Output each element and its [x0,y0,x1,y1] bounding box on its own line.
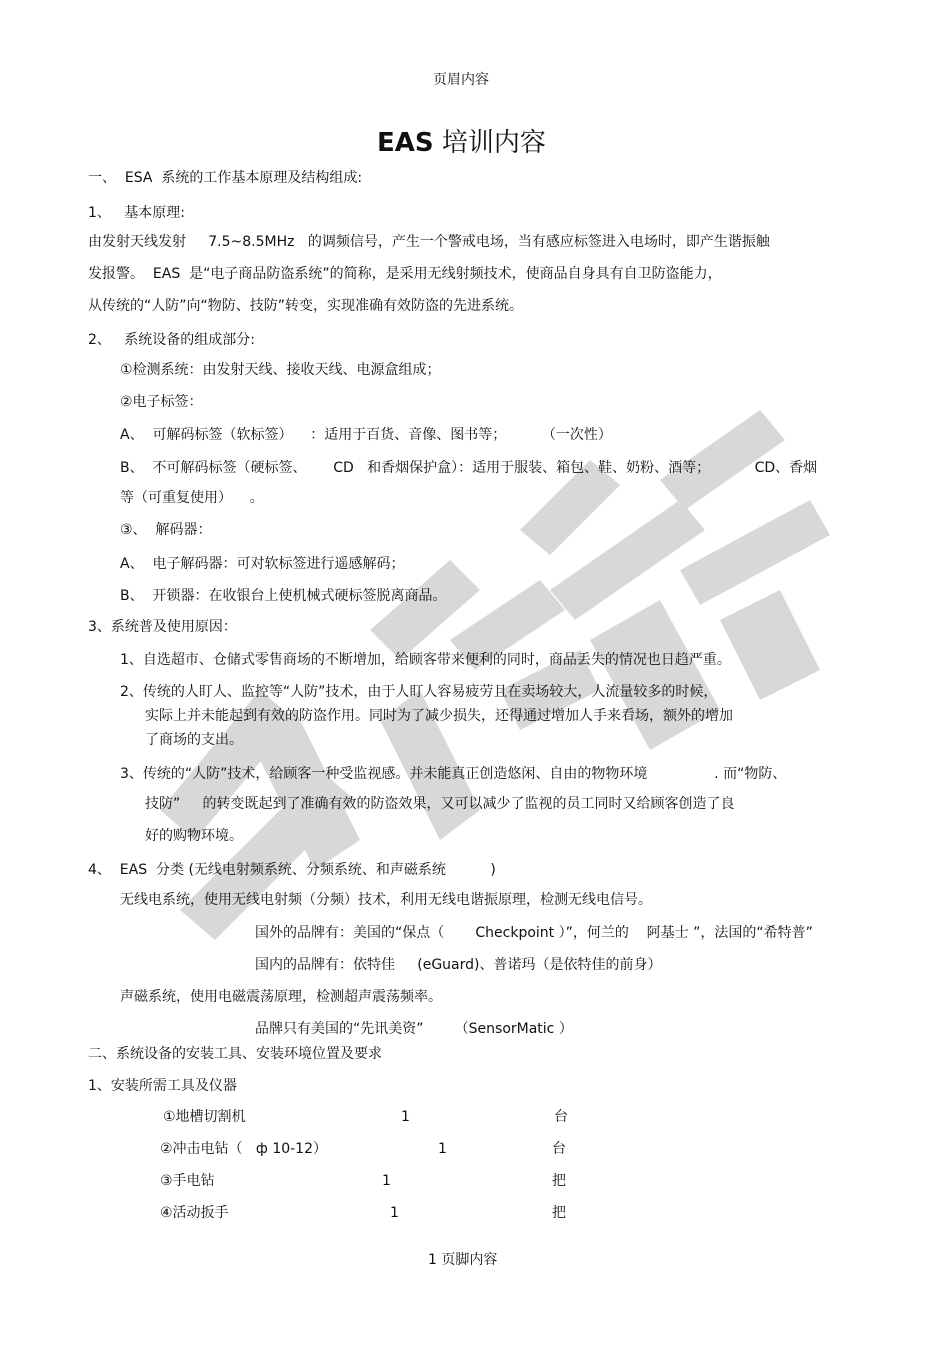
page-footer: 1 页脚内容 [428,1252,498,1268]
tool-qty: 1 [382,1173,391,1189]
page-header: 页眉内容 [433,72,489,88]
principle-heading: 1、 基本原理: [88,205,185,221]
title-bold: EAS [377,128,434,158]
component-item: A、 可解码标签（软标签） ：适用于百货、音像、图书等； （一次性） [120,427,612,443]
classification-item: 无线电系统，使用无线电射频（分频）技术，利用无线电谐振原理，检测无线电信号。 [120,892,652,908]
tool-unit: 把 [552,1173,566,1189]
principle-line: 由发射天线发射 7.5~8.5MHz 的调频信号，产生一个警戒电场，当有感应标签进入电场时，即产生谐振触 [88,234,770,250]
tools-heading: 1、安装所需工具及仪器 [88,1078,237,1094]
principle-line: 从传统的“人防”向“物防、技防”转变，实现准确有效防盗的先进系统。 [88,298,524,314]
tool-name: ②冲击电钻（ ф 10-12） [160,1141,328,1157]
classification-item: 声磁系统，使用电磁震荡原理，检测超声震荡频率。 [120,989,442,1005]
tool-qty: 1 [401,1109,410,1125]
title-rest: 培训内容 [433,128,546,158]
classification-heading: 4、 EAS 分类 (无线电射频系统、分频系统、和声磁系统 ) [88,862,496,878]
component-item: ①检测系统：由发射天线、接收天线、电源盒组成； [120,362,441,378]
classification-item: 国外的品牌有：美国的“保点（ Checkpoint ）”，何兰的 阿基士 ”，法国的“希特普” [255,925,813,941]
classification-item: 国内的品牌有：依特佳 (eGuard)、普诺玛（是依特佳的前身） [255,957,662,973]
component-item: B、 开锁器：在收银台上使机械式硬标签脱离商品。 [120,588,447,604]
component-item: ②电子标签： [120,394,203,410]
tool-unit: 把 [552,1205,566,1221]
tool-qty: 1 [438,1141,447,1157]
reason-item: 2、传统的人盯人、监控等“人防”技术，由于人盯人容易疲劳且在卖场较大，人流量较多的时候， [120,684,718,700]
tool-qty: 1 [390,1205,399,1221]
classification-item: 品牌只有美国的“先讯美资” （SensorMatic ） [255,1021,573,1037]
page-title [377,128,546,159]
components-heading: 2、 系统设备的组成部分: [88,332,255,348]
reason-item: 3、传统的“人防”技术，给顾客一种受监视感。并未能真正创造悠闲、自由的物物环境 . 而“物防、 [120,766,787,782]
component-item: ③、 解码器： [120,522,212,538]
reason-item: 1、自选超市、仓储式零售商场的不断增加，给顾客带来便利的同时，商品丢失的情况也日趋严重。 [120,652,731,668]
tool-name: ①地槽切割机 [163,1109,246,1125]
reason-item: 好的购物环境。 [145,828,243,844]
section1-heading: 一、 ESA 系统的工作基本原理及结构组成: [88,170,363,186]
reason-item: 技防” 的转变既起到了准确有效的防盗效果，又可以减少了监视的员工同时又给顾客创造了良 [145,796,735,812]
reason-item: 了商场的支出。 [145,732,243,748]
section2-heading: 二、系统设备的安装工具、安装环境位置及要求 [88,1046,382,1062]
component-item: B、 不可解码标签（硬标签、 CD 和香烟保护盒）：适用于服装、箱包、鞋、奶粉、酒等； CD、香烟 [120,460,818,476]
reasons-heading: 3、系统普及使用原因： [88,619,237,635]
reason-item: 实际上并未能起到有效的防盗作用。同时为了减少损失，还得通过增加人手来看场，额外的增加 [145,708,733,724]
component-item: A、 电子解码器：可对软标签进行遥感解码； [120,556,405,572]
component-item: 等（可重复使用） 。 [120,490,264,506]
principle-line: 发报警。 EAS 是“电子商品防盗系统”的简称，是采用无线射频技术，使商品自身具有自卫防盗能力， [88,266,722,282]
tool-unit: 台 [552,1141,566,1157]
tool-unit: 台 [554,1109,568,1125]
tool-name: ④活动扳手 [160,1205,229,1221]
tool-name: ③手电钻 [160,1173,215,1189]
